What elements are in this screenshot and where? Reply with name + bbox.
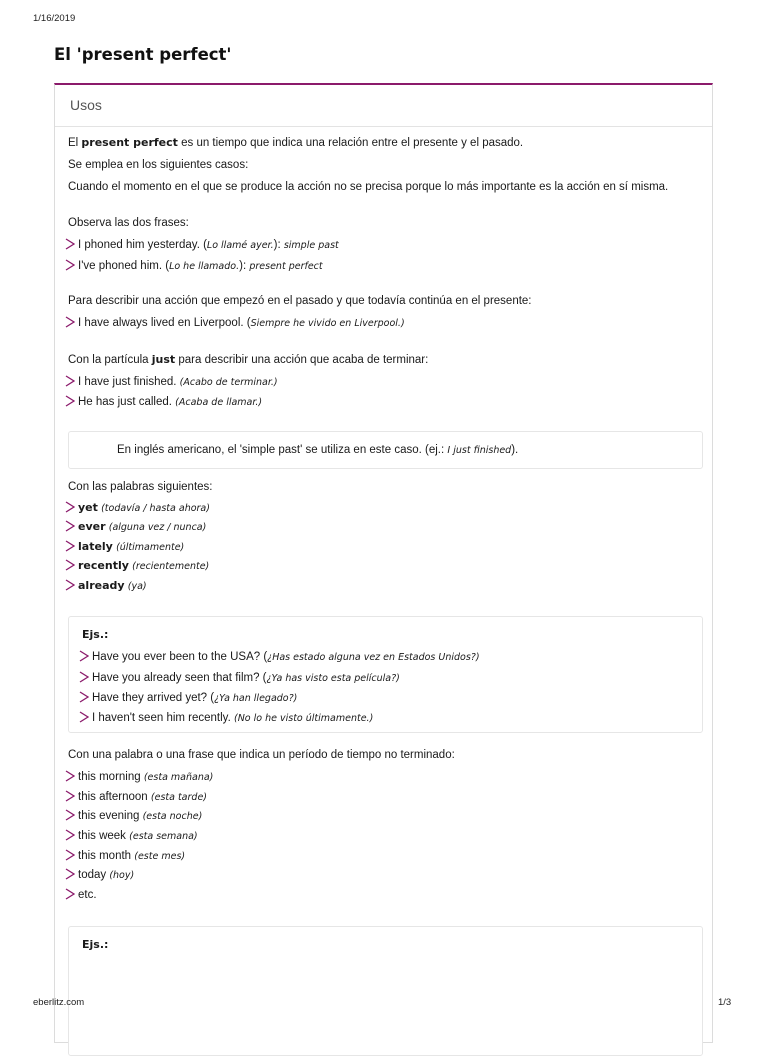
list-item: Have you already seen that film? (¿Ya has visto esta película?) [79,671,400,686]
list-item: this evening (esta noche) [65,809,202,824]
chevron-right-icon [79,711,89,723]
list-item: I phoned him yesterday. (Lo llamé ayer.): simple past [65,238,339,253]
list-item: today (hoy) [65,868,134,883]
cases-intro: Se emplea en los siguientes casos: [68,159,249,171]
list-item: already (ya) [65,579,147,594]
chevron-right-icon [65,259,75,271]
chevron-right-icon [65,395,75,407]
chevron-right-icon [65,868,75,880]
list-item: etc. [65,888,97,903]
list-item: I have always lived en Liverpool. (Siempre he vivido en Liverpool.) [65,316,405,331]
print-footer-page: 1/3 [718,997,732,1008]
list-item: Have they arrived yet? (¿Ya han llegado?) [79,691,297,706]
case-4-text: Con las palabras siguientes: [68,481,213,493]
list-item: I haven't seen him recently. (No lo he visto últimamente.) [79,711,373,726]
chevron-right-icon [65,238,75,250]
list-item: lately (últimamente) [65,540,184,555]
print-footer-site: eberlitz.com [33,997,85,1008]
list-item: recently (recientemente) [65,559,209,574]
chevron-right-icon [65,809,75,821]
chevron-right-icon [65,888,75,900]
section-card [54,83,713,1043]
case-3-text: Con la partícula just para describir una acción que acaba de terminar: [68,353,429,366]
examples-title: Ejs.: [82,628,109,641]
examples-box [68,616,703,733]
case-2-text: Para describir una acción que empezó en el pasado y que todavía continúa en el presente: [68,295,532,307]
note-box [68,431,703,469]
list-item: Have you ever been to the USA? (¿Has estado alguna vez en Estados Unidos?) [79,650,480,665]
list-item: I have just finished. (Acabo de terminar.) [65,375,278,390]
note-text: En inglés americano, el 'simple past' se utiliza en este caso. (ej.: I just finished). [117,444,519,456]
list-item: this week (esta semana) [65,829,198,844]
chevron-right-icon [65,579,75,591]
chevron-right-icon [65,316,75,328]
case-1-text: Cuando el momento en el que se produce la acción no se precisa porque lo más importante es la acción en sí misma. [68,181,669,193]
chevron-right-icon [79,691,89,703]
chevron-right-icon [65,849,75,861]
intro-post: es un tiempo que indica una relación entre el presente y el pasado. [177,137,524,149]
list-item: ever (alguna vez / nunca) [65,520,206,535]
list-item: this afternoon (esta tarde) [65,790,207,805]
chevron-right-icon [65,520,75,532]
chevron-right-icon [79,671,89,683]
just-term: just [151,353,176,366]
chevron-right-icon [65,790,75,802]
list-item: He has just called. (Acaba de llamar.) [65,395,262,410]
examples-box-2 [68,926,703,1056]
print-date: 1/16/2019 [33,13,76,24]
intro-paragraph [68,136,698,150]
section-header: Usos [55,85,712,127]
chevron-right-icon [65,559,75,571]
list-item: this morning (esta mañana) [65,770,213,785]
list-item: this month (este mes) [65,849,185,864]
chevron-right-icon [79,650,89,662]
chevron-right-icon [65,829,75,841]
chevron-right-icon [65,540,75,552]
examples-title-2: Ejs.: [82,938,109,951]
observe-text: Observa las dos frases: [68,217,189,229]
intro-pre: El [68,137,82,149]
chevron-right-icon [65,375,75,387]
intro-term: present perfect [81,136,178,149]
list-item: yet (todavía / hasta ahora) [65,501,210,516]
case-5-text: Con una palabra o una frase que indica un período de tiempo no terminado: [68,749,455,761]
list-item: I've phoned him. (Lo he llamado.): present perfect [65,259,323,274]
chevron-right-icon [65,501,75,513]
chevron-right-icon [65,770,75,782]
page-title: El 'present perfect' [54,45,232,64]
